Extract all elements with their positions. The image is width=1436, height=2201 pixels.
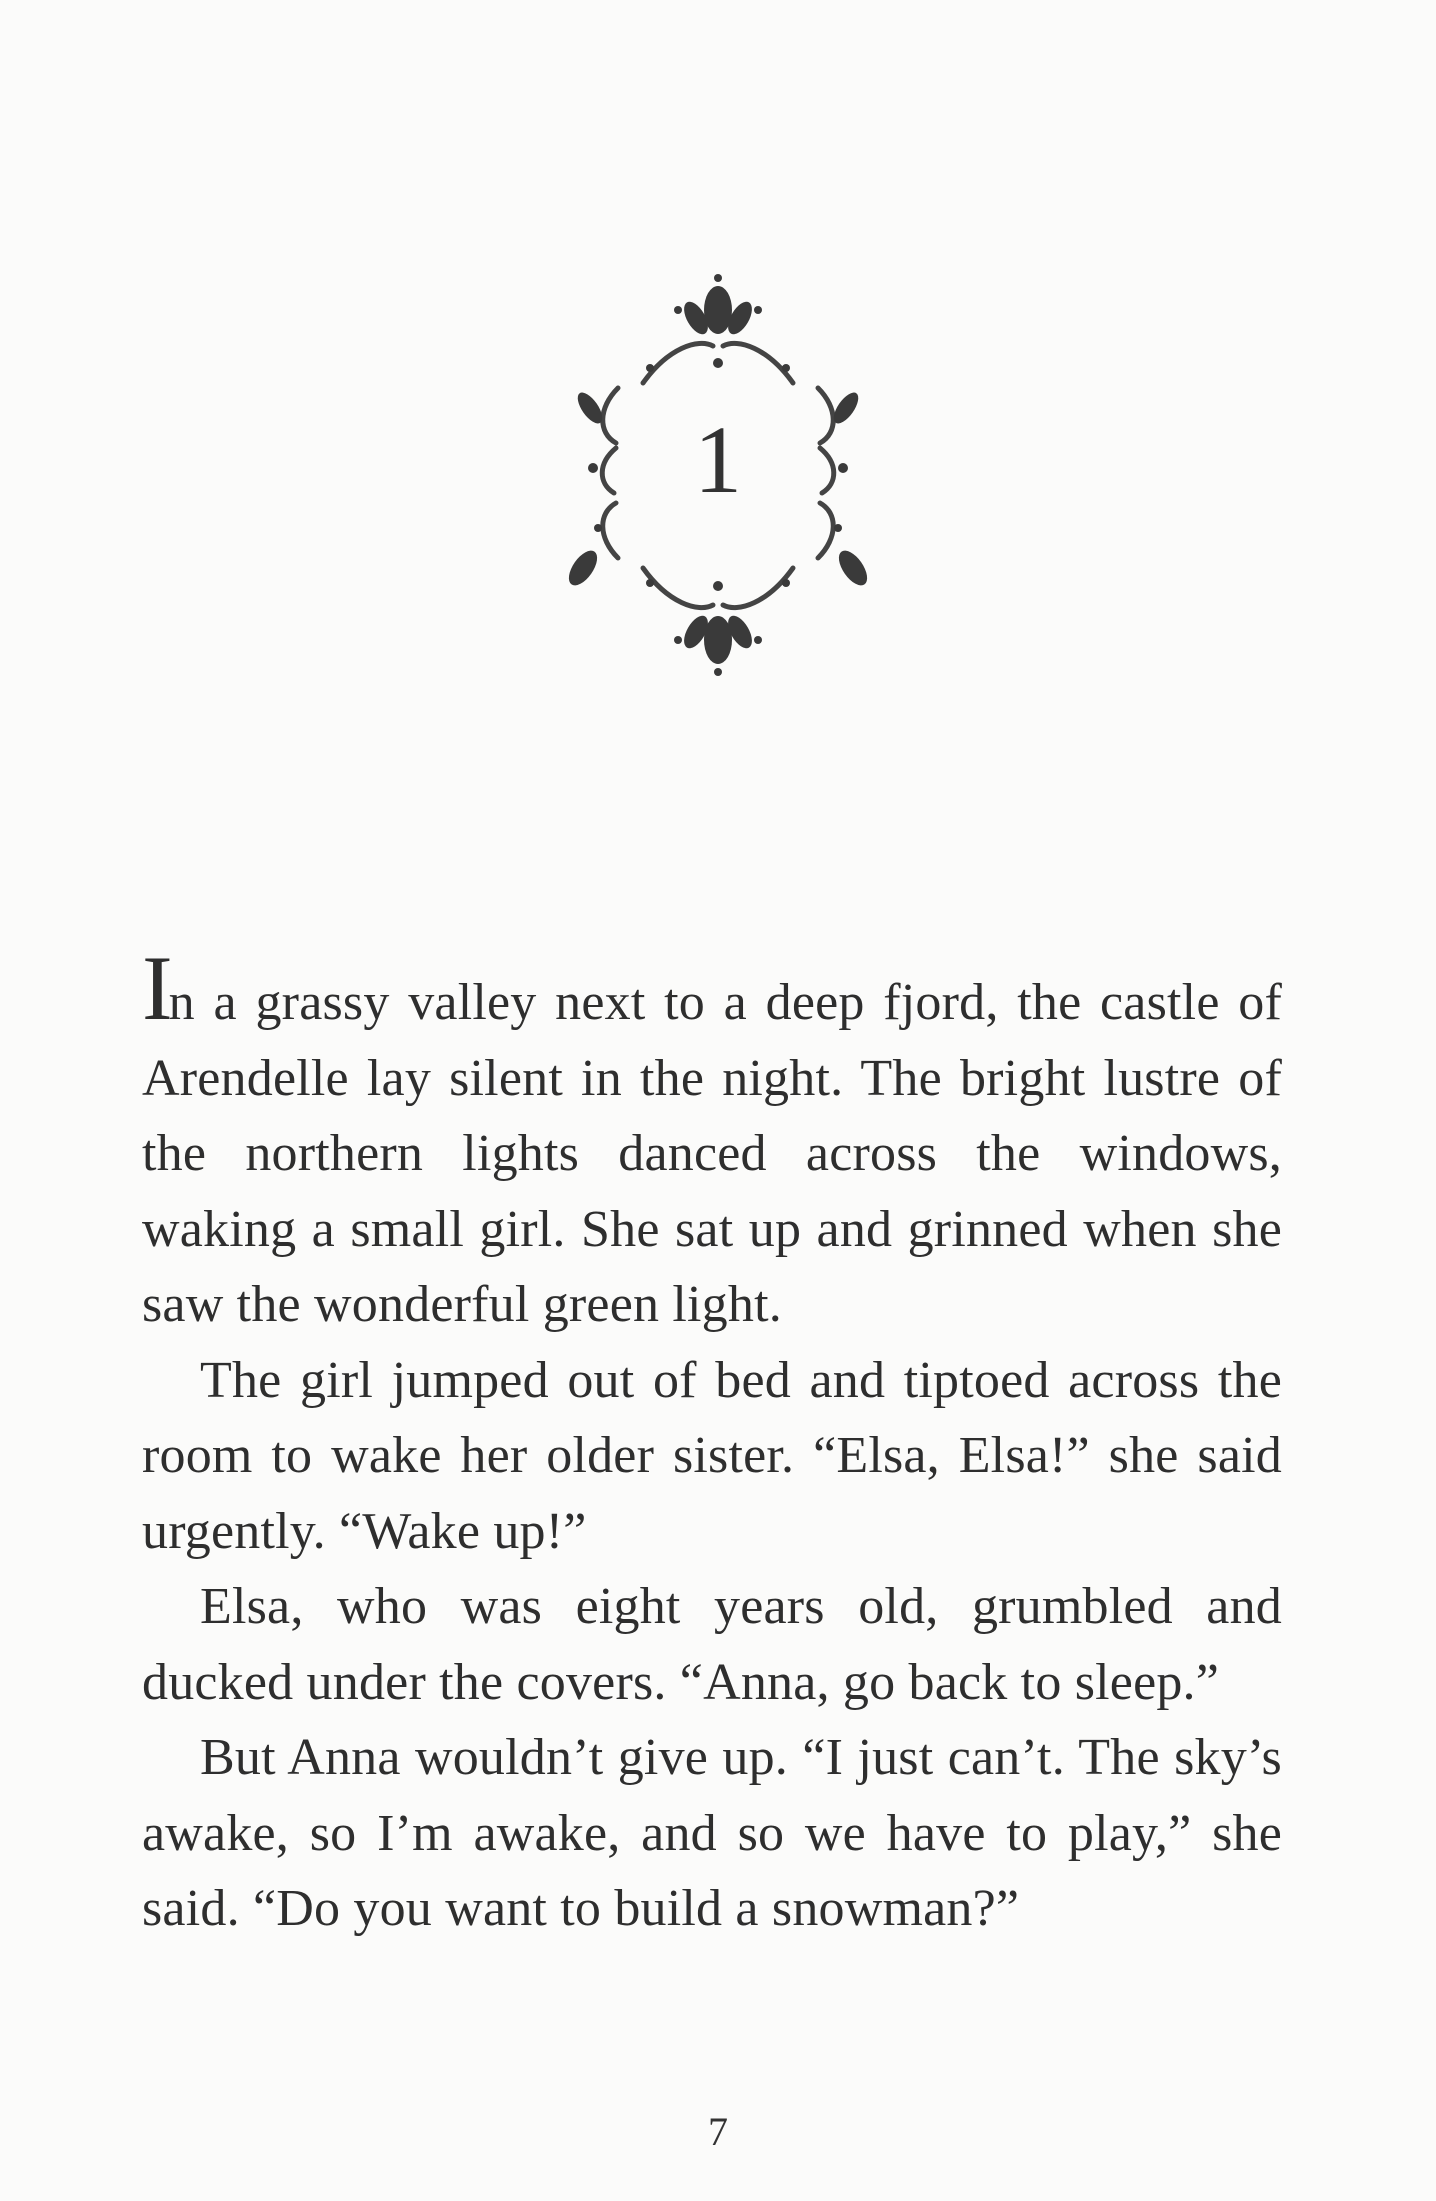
paragraph-1 xyxy=(142,937,1282,1343)
chapter-number: 1 xyxy=(694,406,742,513)
paragraph-2: The girl jumped out of bed and tiptoed across the room to wake her older sister. “Elsa, Elsa!” she said urgently. “Wake up!” xyxy=(142,1351,1282,1560)
page-number: 7 xyxy=(708,2109,728,2154)
paragraph-3: Elsa, who was eight years old, grumbled and ducked under the covers. “Anna, go back to sleep.” xyxy=(142,1578,1282,1711)
drop-cap: I xyxy=(142,937,169,1039)
paragraph-4: But Anna wouldn’t give up. “I just can’t. The sky’s awake, so I’m awake, and so we have to play,” she said. “Do you want to build a snowman?” xyxy=(142,1729,1282,1937)
paragraph-1-text: n a grassy valley next to a deep fjord, the castle of Arendelle lay silent in the night. The bright lustre of the northern lights danced across the windows, waking a small girl. She sat up and grinned when she saw the wonderful green light. xyxy=(142,974,1282,1333)
chapter-body xyxy=(142,937,1282,1947)
